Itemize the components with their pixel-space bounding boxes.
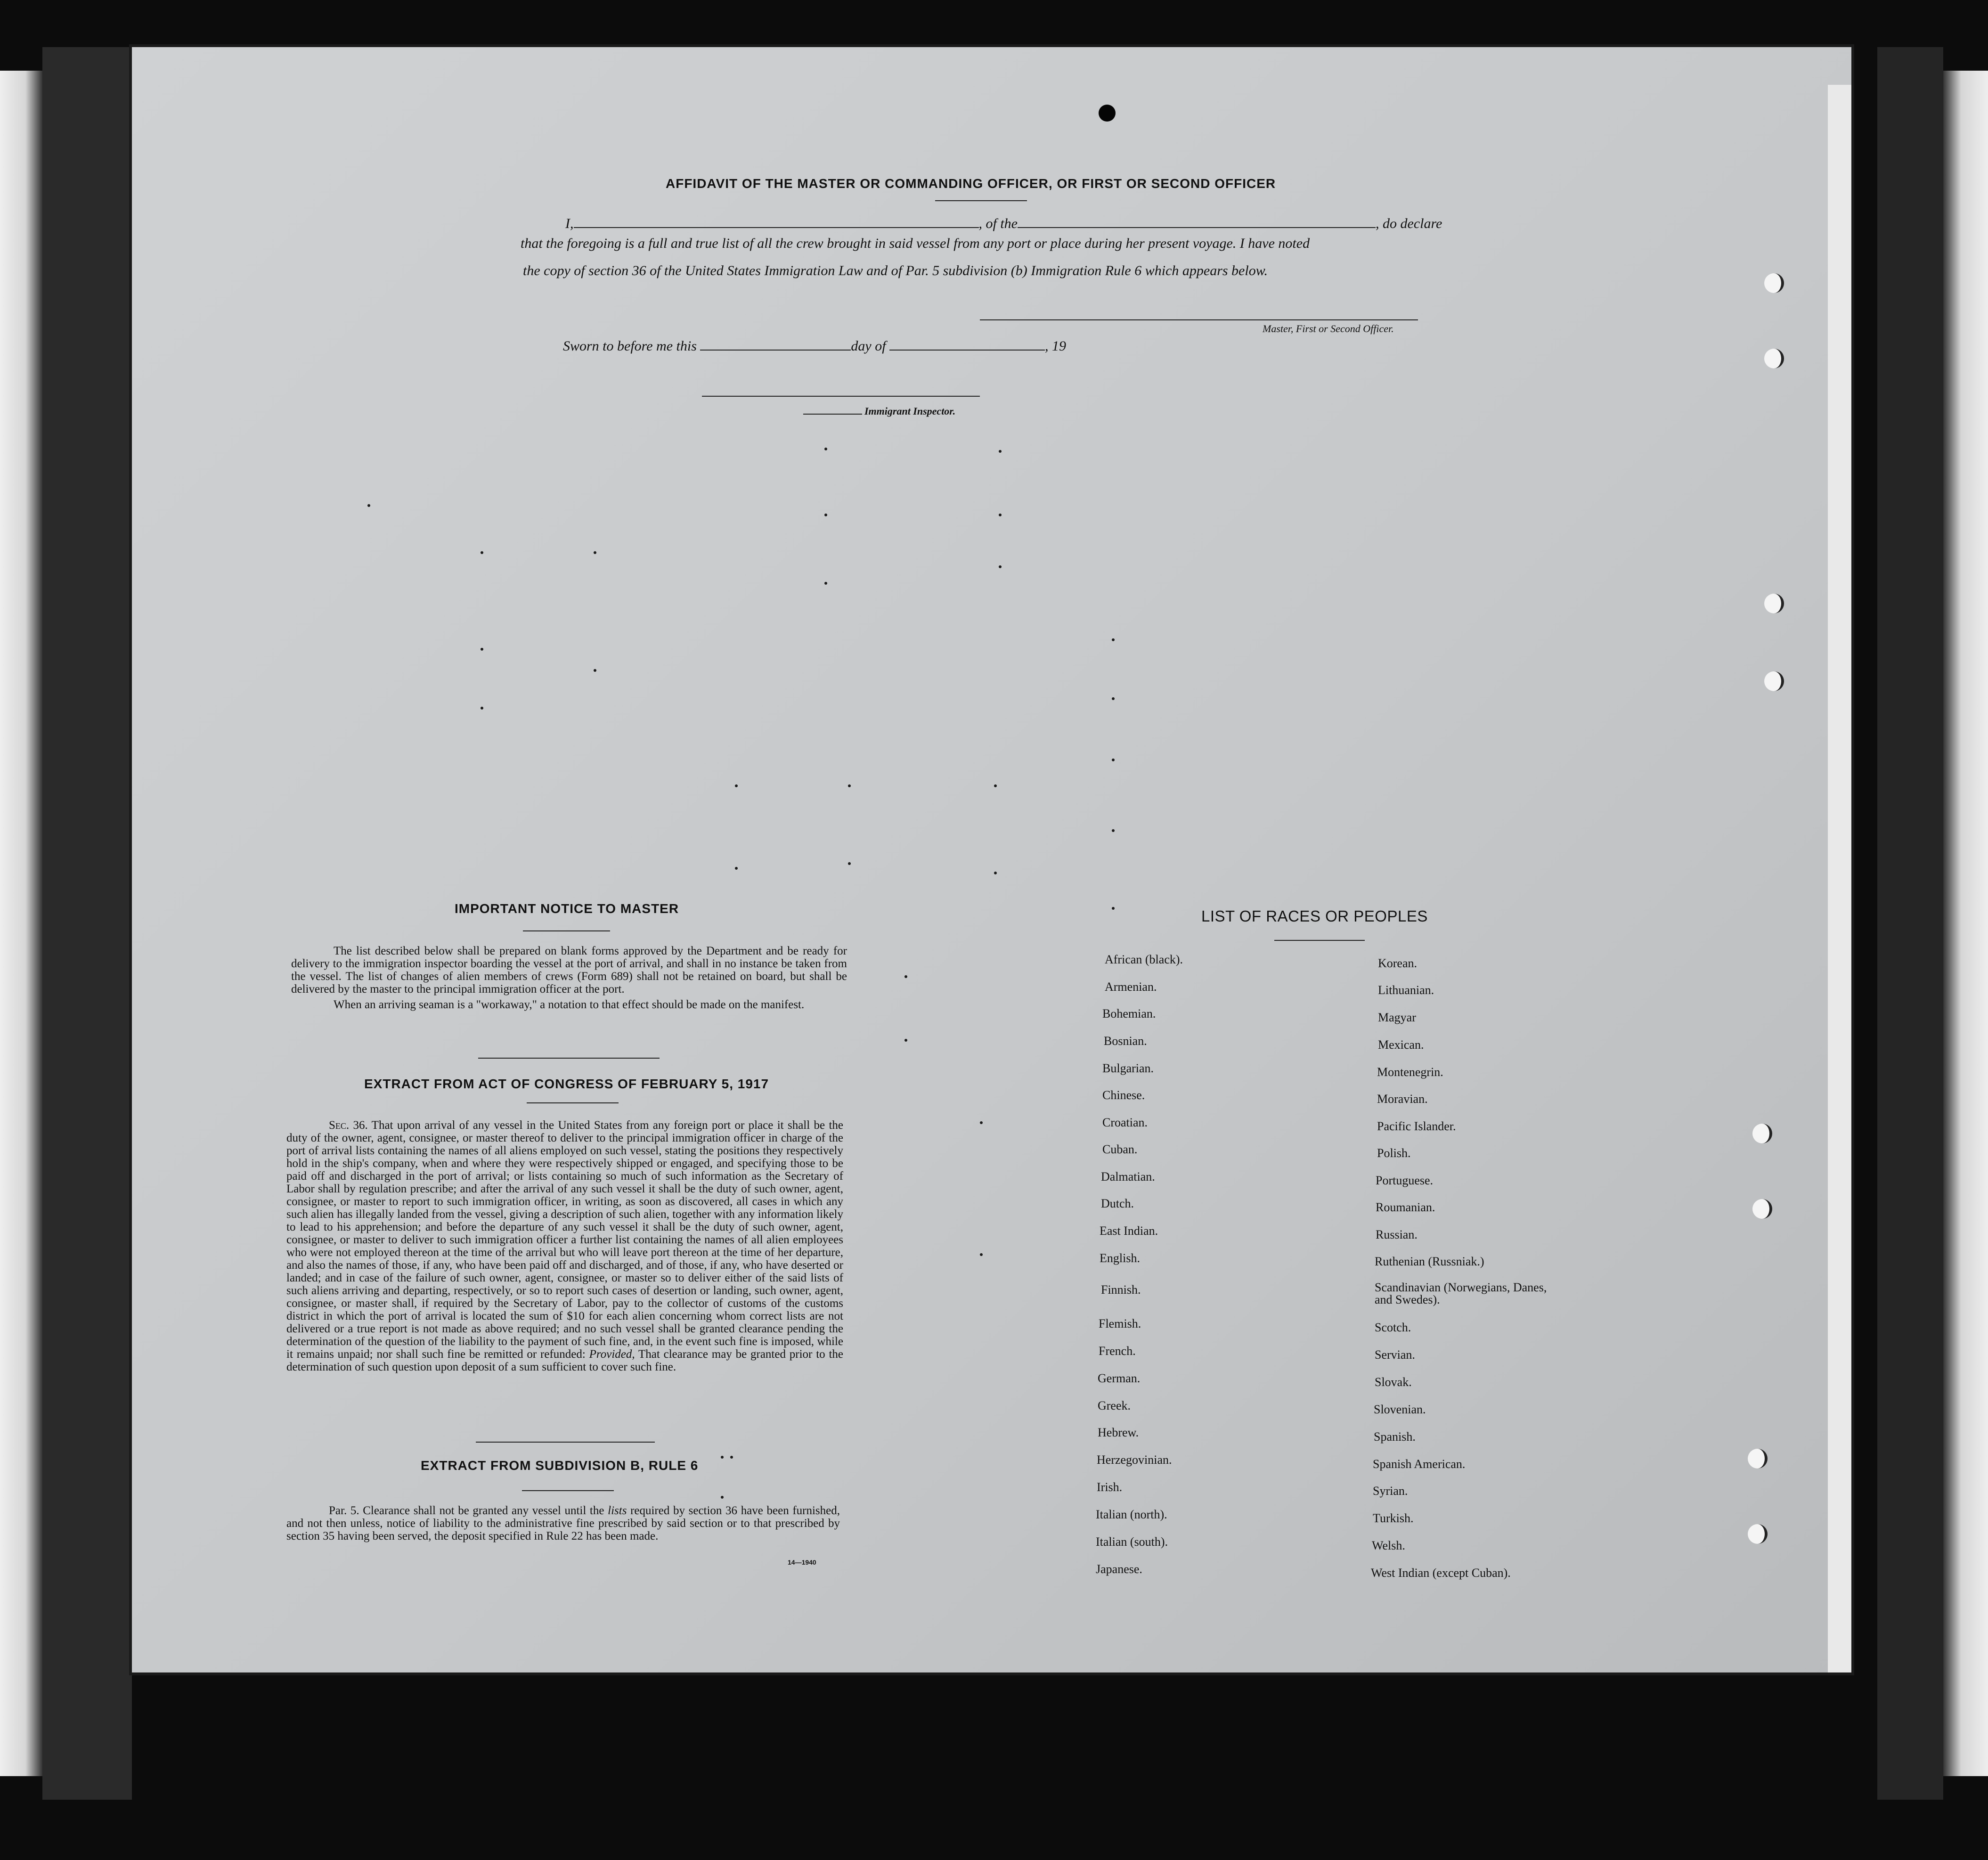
- dot-mark: [999, 565, 1002, 568]
- race-left: Bulgarian.: [1102, 1061, 1154, 1075]
- race-right: Turkish.: [1373, 1511, 1414, 1525]
- race-right: Russian.: [1376, 1228, 1418, 1241]
- lists-word: lists: [608, 1504, 627, 1517]
- race-left: Hebrew.: [1098, 1426, 1139, 1439]
- race-right: Slovenian.: [1374, 1403, 1426, 1416]
- race-right: Slovak.: [1375, 1375, 1412, 1389]
- race-left: Finnish.: [1101, 1283, 1141, 1297]
- provided-label: Provided,: [589, 1348, 635, 1361]
- dot-mark: [735, 867, 738, 870]
- section-divider: [476, 1442, 655, 1443]
- dot-mark: [735, 784, 738, 787]
- dot-mark: [980, 1253, 983, 1256]
- race-left: East Indian.: [1100, 1224, 1158, 1238]
- dot-mark: [481, 648, 483, 651]
- race-right: West Indian (except Cuban).: [1371, 1566, 1511, 1580]
- dot-mark: [594, 551, 596, 554]
- dot-mark: [824, 448, 827, 450]
- race-left: Chinese.: [1102, 1088, 1145, 1102]
- adjacent-page-left: [0, 71, 42, 1776]
- race-right: Polish.: [1377, 1146, 1411, 1160]
- affidavit-title: AFFIDAVIT OF THE MASTER OR COMMANDING OFFICER, OR FIRST OR SECOND OFFICER: [666, 176, 1276, 191]
- notice-title: IMPORTANT NOTICE TO MASTER: [455, 901, 679, 916]
- dot-mark: [848, 784, 851, 787]
- race-right: Magyar: [1378, 1011, 1416, 1024]
- affidavit-line-1: [565, 216, 1442, 232]
- punch-hole-icon: [1764, 349, 1784, 368]
- extract-rule-underline: [522, 1490, 614, 1491]
- dot-mark: [999, 450, 1002, 453]
- race-right: Lithuanian.: [1378, 983, 1434, 997]
- extract-rule-title: EXTRACT FROM SUBDIVISION B, RULE 6: [421, 1458, 699, 1473]
- race-left: Italian (north).: [1096, 1508, 1167, 1521]
- race-left: Irish.: [1097, 1480, 1123, 1494]
- page-binding-strip: [1828, 85, 1851, 1672]
- notice-text: [291, 945, 847, 1014]
- page-shadow-left: [42, 47, 132, 1800]
- race-left: Cuban.: [1102, 1142, 1138, 1156]
- races-title-underline: [1274, 940, 1365, 941]
- affidavit-declare: , do declare: [1376, 216, 1442, 231]
- affidavit-line-2: that the foregoing is a full and true list of all the crew brought in said vessel from any port or place during her present voyage. I have noted: [521, 236, 1310, 251]
- notice-paragraph-1: The list described below shall be prepared on blank forms approved by the Department and be ready for delivery to the immigration inspector boarding the vessel at the port of arrival, and shall in no instance be taken from the vessel. The list of changes of alien members of crews (Form 689) shall not be retained on board, but shall be delivered by the master to the principal immigration officer at the port.: [291, 945, 847, 995]
- inspector-signature-line[interactable]: [702, 396, 980, 397]
- race-left: English.: [1100, 1251, 1140, 1265]
- binder-hole: [1099, 105, 1116, 122]
- dot-mark: [824, 514, 827, 516]
- dot-mark: [1112, 697, 1115, 700]
- vessel-name-blank[interactable]: [1018, 227, 1376, 228]
- sworn-month-blank[interactable]: [889, 350, 1045, 351]
- extract-rule-text: [286, 1504, 840, 1545]
- race-right: Moravian.: [1377, 1092, 1428, 1106]
- race-left: French.: [1099, 1344, 1136, 1358]
- race-right: Pacific Islander.: [1377, 1119, 1456, 1133]
- dot-mark: [904, 975, 907, 978]
- page-shadow-right: [1877, 47, 1943, 1800]
- dot-mark: [481, 551, 483, 554]
- dot-mark: [980, 1121, 983, 1124]
- par5-start: Par. 5. Clearance shall not be granted any vessel until the: [329, 1504, 604, 1517]
- dot-mark: [999, 514, 1002, 516]
- race-left: African (black).: [1105, 953, 1183, 966]
- form-number: 14—1940: [788, 1558, 816, 1566]
- affidavit-of-the: , of the: [978, 216, 1018, 231]
- extract-act-text: [286, 1119, 843, 1376]
- dot-mark: [994, 872, 997, 874]
- dot-mark: [1112, 638, 1115, 641]
- race-left: Herzegovinian.: [1097, 1453, 1172, 1467]
- races-title: LIST OF RACES OR PEOPLES: [1201, 907, 1428, 925]
- race-left: Armenian.: [1105, 980, 1157, 994]
- punch-hole-icon: [1752, 1199, 1772, 1219]
- race-right: Scotch.: [1375, 1321, 1411, 1334]
- race-left: Flemish.: [1099, 1317, 1141, 1330]
- year-text: , 19: [1045, 338, 1067, 354]
- race-left: Greek.: [1098, 1399, 1131, 1412]
- race-right: Roumanian.: [1376, 1200, 1435, 1214]
- dot-mark: [1112, 829, 1115, 832]
- inspector-label-rule: [803, 414, 862, 415]
- punch-hole-icon: [1748, 1449, 1768, 1468]
- par5-end: required by section 36 have been furnished, and not then unless, notice of liability to the administrative fine prescribed by said section or to that prescribed by section 35 having been served, the deposit specified in Rule 22 has been made.: [286, 1504, 840, 1542]
- race-right: Syrian.: [1373, 1484, 1408, 1498]
- dot-mark: [481, 707, 483, 710]
- race-left: Dutch.: [1101, 1197, 1134, 1210]
- notice-paragraph-2: When an arriving seaman is a "workaway," a notation to that effect should be made on the manifest.: [334, 998, 805, 1011]
- dot-mark: [994, 784, 997, 787]
- race-right: Ruthenian (Russniak.): [1375, 1255, 1484, 1268]
- punch-hole-icon: [1764, 594, 1784, 613]
- punch-hole-icon: [1748, 1524, 1768, 1544]
- dot-mark: [367, 504, 370, 507]
- day-of-text: day of: [851, 338, 886, 354]
- race-right: Portuguese.: [1376, 1174, 1434, 1187]
- section-divider: [478, 1058, 660, 1059]
- dot-mark: [848, 862, 851, 865]
- title-underline: [935, 200, 1027, 201]
- punch-hole-icon: [1764, 273, 1784, 293]
- race-right: Korean.: [1378, 956, 1418, 970]
- race-right: Spanish.: [1374, 1430, 1416, 1444]
- race-left: Bosnian.: [1104, 1034, 1147, 1048]
- race-left: German.: [1098, 1371, 1141, 1385]
- race-left: Dalmatian.: [1101, 1170, 1155, 1183]
- race-right: Montenegrin.: [1377, 1065, 1443, 1079]
- race-left: Italian (south).: [1096, 1535, 1168, 1549]
- race-right: Servian.: [1375, 1348, 1415, 1362]
- section-36-text: That upon arrival of any vessel in the United States from any foreign port or place it shall be the duty of the owner, agent, consignee, or master thereof to deliver to the principal immigration officer in charge of the port of arrival lists containing the names of all aliens employed on such vessel, stating the positions they respectively hold in the ship's company, when and where they were respectively shipped or engaged, and specifying those to be paid off and discharged in the port of arrival; or lists containing so much of such information as the Secretary of Labor shall by regulation prescribe; and after the arrival of any such vessel it shall be the duty of such owner, agent, consignee, or master to report to such immigration officer, in writing, as soon as discovered, all cases in which any such alien has illegally landed from the vessel, giving a description of such alien, together with any information likely to lead to his apprehension; and before the departure of any such vessel it shall be the duty of such owner, agent, consignee, or master to deliver to such immigration officer a further list containing the names of all alien employees who were not employed thereon at the time of the arrival but who will leave port thereon at the time of her departure, and also the names of those, if any, who have been paid off and discharged, and of those, if any, who have deserted or landed; and in case of the failure of such owner, agent, consignee, or master so to deliver either of the said lists of such aliens arriving and departing, respectively, or so to report such cases of desertion or landing, such owner, agent, consignee, or master shall, if required by the Secretary of Labor, pay to the collector of customs of the customs district in which the port of arrival is located the sum of $10 for each alien concerning whom correct lists are not delivered or a true report is not made as above required; and no such vessel shall be granted clearance pending the determination of the question of the liability to the payment of such fine, and, in the event such fine is imposed, while it remains unpaid; nor shall such fine be remitted or refunded:: [286, 1119, 844, 1361]
- dot-mark: [1112, 907, 1115, 910]
- master-signature-label: Master, First or Second Officer.: [1263, 323, 1394, 334]
- extract-act-title: EXTRACT FROM ACT OF CONGRESS OF FEBRUARY 5, 1917: [364, 1077, 769, 1091]
- race-right: Welsh.: [1372, 1539, 1405, 1552]
- race-right: Scandinavian (Norwegians, Danes, and Swedes).: [1375, 1281, 1547, 1306]
- dot-mark: [1112, 759, 1115, 761]
- affidavit-line-3: the copy of section 36 of the United States Immigration Law and of Par. 5 subdivision (b) Immigration Rule 6 which appears below.: [523, 263, 1268, 278]
- sworn-text: Sworn to before me this: [563, 338, 697, 354]
- race-left: Bohemian.: [1102, 1007, 1156, 1020]
- race-left: Japanese.: [1096, 1562, 1142, 1576]
- race-right: Spanish American.: [1373, 1457, 1466, 1471]
- race-right: Mexican.: [1378, 1038, 1424, 1052]
- sworn-line: [563, 338, 1066, 354]
- dot-mark: [730, 1456, 733, 1459]
- dot-mark: [824, 582, 827, 585]
- punch-hole-icon: [1764, 671, 1784, 691]
- affidavit-i: I,: [565, 216, 574, 231]
- extract-act-underline: [527, 1102, 619, 1103]
- inspector-label: Immigrant Inspector.: [864, 405, 956, 417]
- punch-hole-icon: [1752, 1124, 1772, 1143]
- dot-mark: [721, 1496, 724, 1499]
- dot-mark: [594, 669, 596, 672]
- provided-text: That clearance may be granted prior to the determination of such question upon deposit of a sum sufficient to cover such fine.: [286, 1348, 843, 1373]
- manifest-back-page: [132, 47, 1851, 1672]
- dot-mark: [904, 1039, 907, 1042]
- sworn-day-blank[interactable]: [700, 350, 851, 351]
- notice-title-underline: [523, 930, 610, 931]
- race-left: Croatian.: [1102, 1116, 1148, 1129]
- dot-mark: [721, 1456, 724, 1459]
- master-signature-line[interactable]: [980, 319, 1418, 320]
- section-label: Sec. 36.: [329, 1119, 368, 1132]
- officer-name-blank[interactable]: [574, 227, 979, 228]
- adjacent-page-right: [1943, 71, 1988, 1776]
